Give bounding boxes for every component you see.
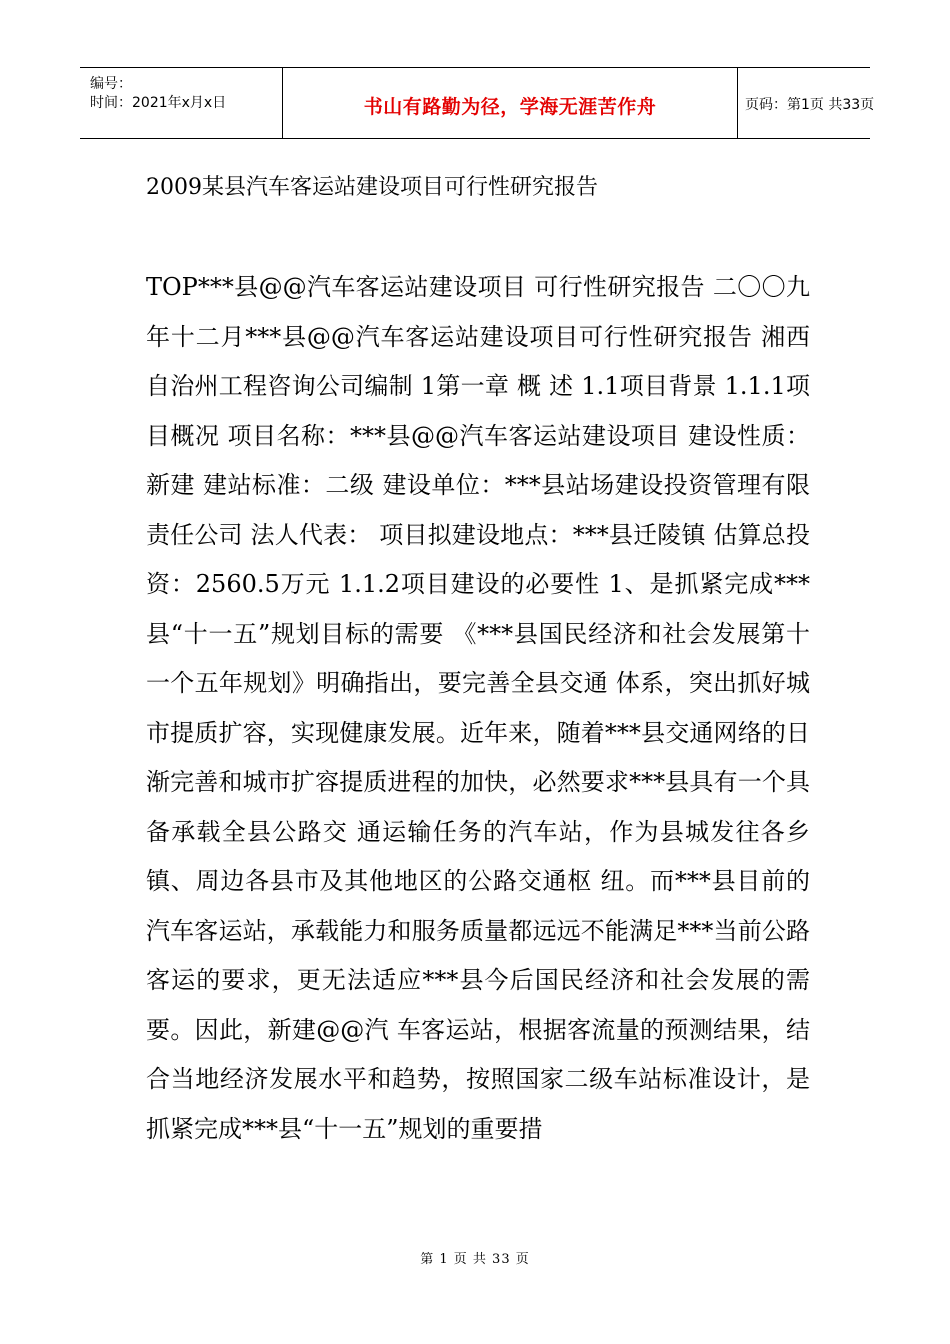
page-header — [80, 67, 875, 139]
header-meta-cell — [80, 68, 282, 138]
document-body: TOP***县@@汽车客运站建设项目 可行性研究报告 二〇〇九年十二月***县@@汽车客运站建设项目可行性研究报告 湘西自治州工程咨询公司编制 1第一章 概 述 1.1项目背景 1.1.1项目概况 项目名称：***县@@汽车客运站建设项目 建设性质：新建 建站标准：二级 建设单位：***县站场建设投资管理有限责任公司 法人代表： 项目拟建设地点：***县迁陵镇 估算总投资：2560.5万元 1.1.2项目建设的必要性 1、是抓紧完成***县“十一五”规划目标的需要 《***县国民经济和社会发展第十一个五年规划》明确指出，要完善全县交通 体系，突出抓好城市提质扩容，实现健康发展。近年来，随着***县交通网络的日 渐完善和城市扩容提质进程的加快，必然要求***县具有一个具备承载全县公路交 通运输任务的汽车站，作为县城发往各乡镇、周边各县市及其他地区的公路交通枢 纽。而***县目前的汽车客运站，承载能力和服务质量都远远不能满足***当前公路 客运的要求，更无法适应***县今后国民经济和社会发展的需要。因此，新建@@汽 车客运站，根据客流量的预测结果，结合当地经济发展水平和趋势，按照国家二级车站标准设计，是抓紧完成***县“十一五”规划的重要措 — [146, 273, 810, 1143]
header-motto-cell — [282, 68, 738, 138]
header-page-cell — [737, 68, 875, 138]
header-page-info: 页码：第1页 共33页 — [745, 97, 875, 113]
document-title: 2009某县汽车客运站建设项目可行性研究报告 — [146, 175, 598, 200]
header-motto: 书山有路勤为径，学海无涯苦作舟 — [363, 96, 657, 118]
document-time-label: 时间：2021年x月x日 — [90, 95, 227, 111]
page-footer: 第 1 页 共 33 页 — [420, 1252, 530, 1267]
document-number-label: 编号： — [90, 76, 132, 92]
